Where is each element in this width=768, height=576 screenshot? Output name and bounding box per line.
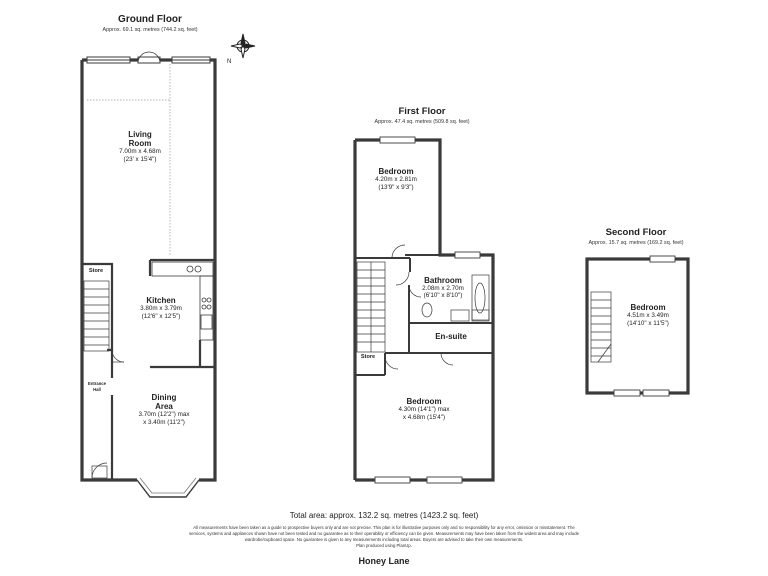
kitchen-dimensions-imperial: (12'6" x 12'5") <box>141 313 181 320</box>
rear-bedroom-label: Bedroom <box>378 167 414 176</box>
first-floor-stairs <box>357 262 385 352</box>
living-room-label-2: Room <box>128 139 152 148</box>
rear-bedroom-dimensions: 4.20m x 2.81m <box>375 176 417 183</box>
disclaimer-line-2: services, systems and appliances shown have not been tested and no guarantee as to their operability or efficiency can be given. Measurements may have been taken from the widest area and may include <box>189 531 579 536</box>
second-floor-title: Second Floor <box>605 227 667 238</box>
total-area: Total area: approx. 132.2 sq. metres (1423.2 sq. feet) <box>289 511 479 520</box>
compass-icon <box>231 34 255 58</box>
kitchen-label: Kitchen <box>146 296 176 305</box>
living-room-dimensions: 7.00m x 4.68m <box>119 148 161 155</box>
disclaimer-line-3: wardrobe/cupboard space. No guarantee is given to any measurements including total areas. Buyers are advised to take their own measurements. <box>244 537 524 542</box>
dining-area-dimensions-2: x 3.40m (11'2") <box>143 419 185 426</box>
first-floor-area: Approx. 47.4 sq. metres (509.8 sq. feet) <box>374 119 470 125</box>
front-bedroom-label: Bedroom <box>406 397 442 406</box>
front-bedroom-dimensions: 4.30m (14'1") max <box>398 406 450 413</box>
entrance-hall-label-2: Hall <box>93 387 101 392</box>
second-floor-area: Approx. 15.7 sq. metres (169.2 sq. feet) <box>588 240 684 246</box>
first-floor-title: First Floor <box>398 106 446 117</box>
first-floor-doors <box>385 245 453 369</box>
dining-area-label: Dining <box>151 393 177 402</box>
living-room-dimensions-imperial: (23' x 15'4") <box>123 156 157 163</box>
dining-area-label-2: Area <box>155 402 173 411</box>
address: Honey Lane <box>358 556 410 566</box>
living-room-label: Living <box>128 130 152 139</box>
first-store-label: Store <box>360 354 376 360</box>
second-bedroom-dimensions-imperial: (14'10" x 11'5") <box>627 320 669 327</box>
ensuite-label: En-suite <box>435 332 467 341</box>
ground-floor-stairs <box>84 281 109 351</box>
ground-floor-plan <box>82 52 215 497</box>
ground-floor-title: Ground Floor <box>118 14 182 25</box>
living-room-windows <box>87 52 210 63</box>
front-bedroom-dimensions-2: x 4.68m (15'4") <box>402 414 446 421</box>
compass-letter: N <box>227 59 232 65</box>
kitchen-dimensions: 3.80m x 3.79m <box>140 305 182 312</box>
bay-window <box>137 478 199 497</box>
bathroom-dimensions-imperial: (6'10" x 8'10") <box>423 292 463 299</box>
ground-floor-interior-walls <box>82 260 215 480</box>
disclaimer-line-1: All measurements have been taken as a guide to prospective buyers only and are not precise. This plan is for illustrative purposes only and no responsibility for any error, omission or misstatement. The <box>193 525 575 530</box>
rear-bedroom-dimensions-imperial: (13'9" x 9'3") <box>378 184 414 191</box>
bathroom-label: Bathroom <box>424 276 462 285</box>
disclaimer-line-4: Plan produced using PlanUp. <box>356 543 412 548</box>
dining-area-dimensions: 3.70m (12'2") max <box>138 411 190 418</box>
second-bedroom-dimensions: 4.51m x 3.49m <box>627 312 669 319</box>
ground-floor-area: Approx. 69.1 sq. metres (744.2 sq. feet) <box>102 27 198 33</box>
second-bedroom-label: Bedroom <box>630 303 666 312</box>
entrance-hall-label: Entrance <box>88 381 106 386</box>
ground-store-label: Store <box>88 268 104 274</box>
bathroom-dimensions: 2.08m x 2.70m <box>422 285 464 292</box>
